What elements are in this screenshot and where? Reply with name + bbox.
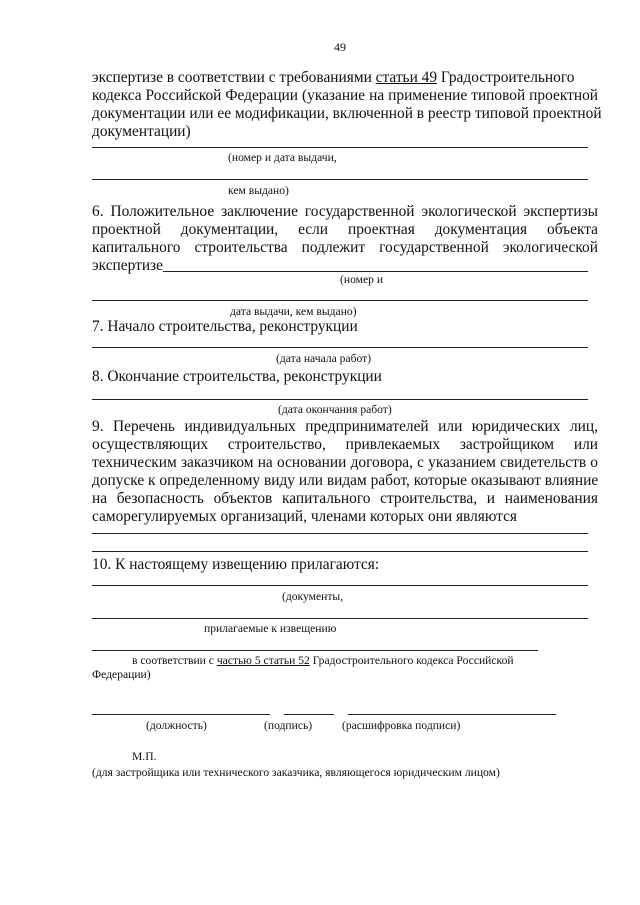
fill-line[interactable] <box>92 650 538 651</box>
stamp-label: М.П. <box>132 750 157 763</box>
item10-label: 10. К настоящему извещению прилагаются: <box>92 556 380 573</box>
fill-line[interactable] <box>92 533 588 534</box>
item9-line-3: техническим заказчиком на основании договора, с указанием свидетельств о <box>92 454 598 471</box>
item6-line-3: капитального строительства подлежит государственной экологической <box>92 239 598 256</box>
item6-line-4: экспертизе <box>92 257 163 274</box>
item7-label: 7. Начало строительства, реконструкции <box>92 318 358 335</box>
page-number: 49 <box>334 40 346 54</box>
caption-attached: прилагаемые к извещению <box>204 622 337 635</box>
caption-signature: (подпись) <box>264 719 313 732</box>
caption-start-date: (дата начала работ) <box>276 352 372 365</box>
fill-line[interactable] <box>92 399 588 400</box>
caption-number-date: (номер и дата выдачи, <box>228 151 337 164</box>
item10-reference-line-2: Федерации) <box>92 668 151 681</box>
fill-line[interactable] <box>92 300 588 301</box>
item10-reference-line-1 <box>132 654 514 668</box>
caption-decode: (расшифровка подписи) <box>342 719 461 732</box>
caption-number: (номер и <box>340 273 384 286</box>
article-49-link[interactable]: статьи 49 <box>375 69 438 86</box>
decode-line[interactable] <box>348 714 556 715</box>
part5-article52-link[interactable]: частью 5 статьи 52 <box>216 654 310 667</box>
intro-line-2: кодекса Российской Федерации (указание на применение типовой проектной <box>92 87 598 104</box>
fill-line[interactable] <box>92 147 588 148</box>
intro-line-1 <box>92 69 598 87</box>
caption-documents: (документы, <box>282 590 344 603</box>
item6-line-2: проектной документации, если проектная документация объекта <box>92 221 598 238</box>
caption-date-issued-by: дата выдачи, кем выдано) <box>230 305 357 318</box>
position-line[interactable] <box>92 714 270 715</box>
reference-text-a: в соответствии с <box>132 654 217 667</box>
fill-line[interactable] <box>92 618 588 619</box>
stamp-note: (для застройщика или технического заказчика, являющегося юридическим лицом) <box>92 766 500 779</box>
fill-line[interactable] <box>92 551 588 552</box>
reference-text-b: Градостроительного кодекса Российской <box>309 654 514 667</box>
fill-line[interactable] <box>92 347 588 348</box>
caption-position: (должность) <box>146 719 207 732</box>
fill-line[interactable] <box>92 585 588 586</box>
item9-line-2: осуществляющих строительство, привлекаемых застройщиком или <box>92 436 598 453</box>
intro-line-3: документации или ее модификации, включенной в реестр типовой проектной <box>92 105 602 122</box>
intro-text-b: Градостроительного <box>437 69 575 86</box>
signature-line[interactable] <box>284 714 334 715</box>
item9-line-4: допуске к определенному виду или видам работ, которые оказывают влияние <box>92 472 599 489</box>
item9-line-1: 9. Перечень индивидуальных предпринимателей или юридических лиц, <box>92 418 598 435</box>
item9-line-5: на безопасность объектов капитального строительства, и наименования <box>92 490 598 507</box>
intro-line-4: документации) <box>92 123 191 140</box>
intro-text-a: экспертизе в соответствии с требованиями <box>92 69 376 86</box>
fill-line[interactable] <box>163 271 588 272</box>
caption-issued-by: кем выдано) <box>228 184 289 197</box>
item9-line-6: саморегулируемых организаций, членами которых они являются <box>92 508 517 525</box>
item8-label: 8. Окончание строительства, реконструкции <box>92 368 382 385</box>
caption-end-date: (дата окончания работ) <box>278 403 392 416</box>
item6-line-1: 6. Положительное заключение государственной экологической экспертизы <box>92 203 598 220</box>
fill-line[interactable] <box>92 179 588 180</box>
